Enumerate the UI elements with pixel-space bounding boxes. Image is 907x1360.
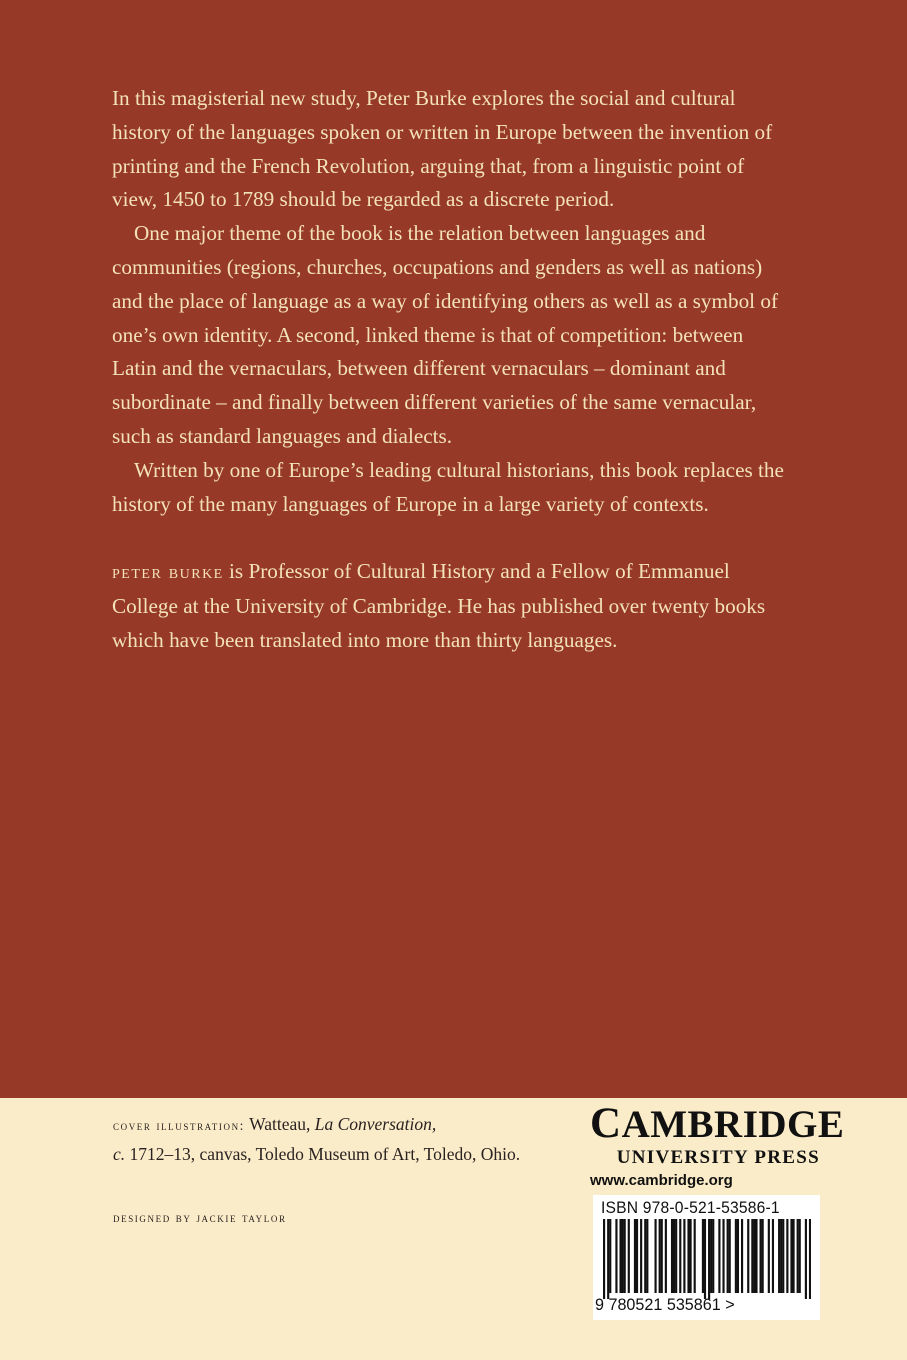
author-bio-text: is Professor of Cultural History and a Fellow of Emmanuel College at the University of Cambridge. He has published over twenty books which have been translated into more than thirty languages. — [112, 559, 766, 652]
barcode-bar — [799, 1219, 801, 1293]
barcode-bar — [751, 1219, 753, 1293]
barcode-bar — [675, 1219, 677, 1293]
barcode-bar — [603, 1219, 605, 1299]
barcode-bar — [665, 1219, 667, 1293]
barcode-bar — [729, 1219, 731, 1293]
barcode-bar — [760, 1219, 762, 1293]
barcode-bar — [694, 1219, 696, 1293]
barcode-bar — [624, 1219, 626, 1293]
barcode-bar — [640, 1219, 642, 1293]
publisher-website: www.cambridge.org — [590, 1172, 733, 1189]
blurb-paragraph-3: Written by one of Europe’s leading cultural historians, this book replaces the history of the many languages of Europe in a large variety of contexts. — [112, 457, 784, 516]
barcode-bar — [753, 1219, 755, 1293]
barcode-bar — [679, 1219, 681, 1293]
barcode-bar — [615, 1219, 617, 1293]
publisher-name: CAMBRIDGE — [590, 1100, 845, 1147]
barcode-bar — [762, 1219, 764, 1293]
barcode-bar — [609, 1219, 611, 1293]
barcode-bar — [722, 1219, 724, 1293]
barcode-bar — [809, 1219, 811, 1299]
author-bio — [112, 555, 792, 657]
barcode-bar — [712, 1219, 714, 1293]
barcode-bar — [704, 1219, 706, 1299]
barcode-bar — [673, 1219, 675, 1293]
barcode-bar — [690, 1219, 692, 1293]
barcode-bar — [628, 1219, 630, 1293]
barcode-bar — [644, 1219, 646, 1293]
barcode-bar — [702, 1219, 704, 1293]
blurb-paragraph-2: One major theme of the book is the relation between languages and communities (regions, churches, occupations and genders as well as nations) and the place of language as a way of identifying others as well as a symbol of one’s own identity. A second, linked theme is that of competition: between Latin and the vernaculars, between different vernaculars – dominant and subordinate – and finally between different varieties of the same vernacular, such as standard languages and dialects. — [112, 221, 779, 448]
barcode-bar — [687, 1219, 689, 1293]
book-blurb — [112, 82, 792, 658]
barcode-bar — [671, 1219, 673, 1293]
barcode-bar — [772, 1219, 774, 1293]
isbn-number: ISBN 978-0-521-53586-1 — [601, 1198, 780, 1217]
barcode-bar — [782, 1219, 784, 1293]
barcode-bar — [741, 1219, 743, 1293]
barcode-bar — [622, 1219, 624, 1293]
barcode-bar — [778, 1219, 780, 1293]
author-name: peter burke — [112, 561, 224, 584]
barcode-bar — [747, 1219, 749, 1293]
designer-credit: designed by jackie taylor — [113, 1210, 287, 1225]
barcode-bar — [646, 1219, 648, 1293]
isbn-barcode — [593, 1195, 820, 1320]
barcode-bar — [780, 1219, 782, 1293]
publisher-logo — [590, 1100, 845, 1192]
barcode-bar — [661, 1219, 663, 1293]
barcode-bar — [718, 1219, 720, 1293]
barcode-bar — [737, 1219, 739, 1293]
barcode-bar — [755, 1219, 757, 1293]
barcode-bar — [735, 1219, 737, 1293]
barcode-bar — [634, 1219, 636, 1293]
barcode-bar — [727, 1219, 729, 1293]
barcode-bar — [654, 1219, 656, 1293]
barcode-bar — [607, 1219, 609, 1299]
blurb-paragraph-1: In this magisterial new study, Peter Burke explores the social and cultural history of the languages spoken or written in Europe between the invention of printing and the French Revolution, arguing that, from a linguistic point of view, 1450 to 1789 should be regarded as a discrete period. — [112, 86, 773, 212]
barcode-bar — [710, 1219, 712, 1293]
barcode-bar — [797, 1219, 799, 1293]
barcode-bar — [708, 1219, 710, 1299]
barcode-digits: 9 780521 535861 > — [595, 1295, 735, 1314]
barcode-bar — [805, 1219, 807, 1299]
credit-title: La Conversation, — [314, 1114, 437, 1134]
barcode-bar — [768, 1219, 770, 1293]
barcode-bar — [792, 1219, 794, 1293]
credit-details: 1712–13, canvas, Toledo Museum of Art, Toledo, Ohio. — [125, 1144, 521, 1164]
credit-label: cover illustration: — [113, 1118, 246, 1133]
cover-illustration-credit — [113, 1110, 533, 1168]
credit-circa: c. — [113, 1144, 126, 1164]
barcode-bar — [790, 1219, 792, 1293]
barcode-bar — [619, 1219, 621, 1293]
credit-artist: Watteau, — [245, 1114, 315, 1134]
barcode-bars — [603, 1219, 811, 1299]
publisher-press: UNIVERSITY PRESS — [616, 1147, 820, 1168]
barcode-bar — [786, 1219, 788, 1293]
barcode-bar — [636, 1219, 638, 1293]
barcode-bar — [659, 1219, 661, 1293]
barcode-bar — [683, 1219, 685, 1293]
